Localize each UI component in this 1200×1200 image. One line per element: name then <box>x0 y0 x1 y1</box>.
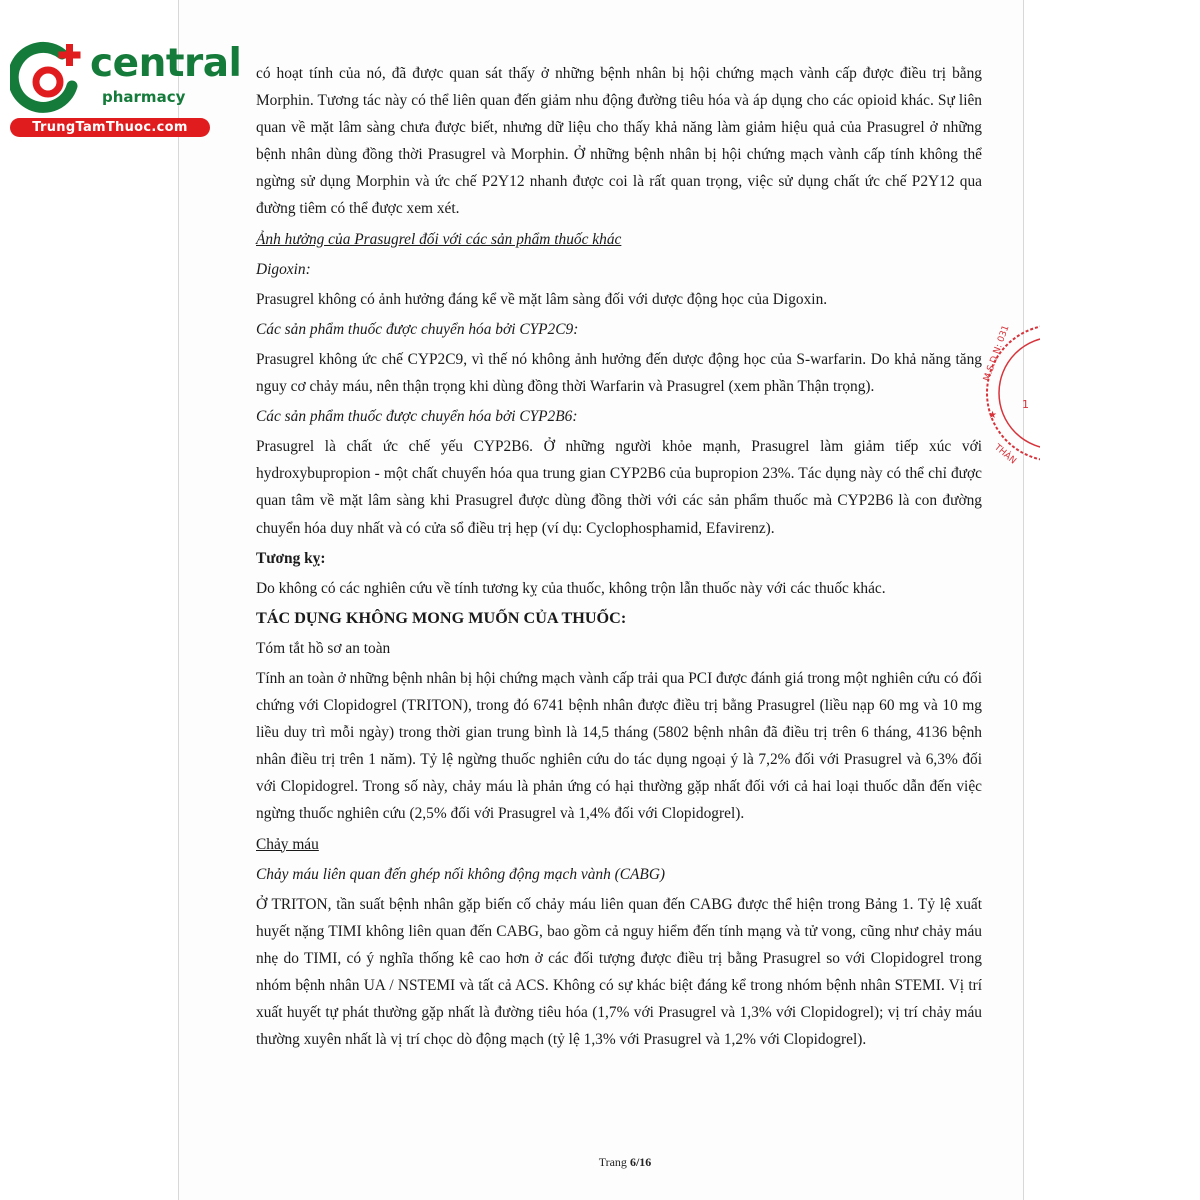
section-title-compatibility: Tương kỵ: <box>256 549 326 567</box>
paragraph-safety-summary: Tính an toàn ở những bệnh nhân bị hội chứng mạch vành cấp trải qua PCI được đánh giá trong một nghiên cứu có đối chứng với Clopidogrel (TRITON), trong đó 6741 bệnh nhân được điều trị bằng Prasugrel (liều nạp 60 mg và 10 mg liều duy trì mỗi ngày) trong thời gian trung bình là 14,5 tháng (5802 bệnh nhân đã điều trị trên 6 tháng, 4136 bệnh nhân điều trị trên 1 năm). Tỷ lệ ngừng thuốc nghiên cứu do tác dụng ngoại ý là 7,2% đối với Prasugrel và 6,3% đối với Clopidogrel. Trong số này, chảy máu là phản ứng có hại thường gặp nhất đối với cả hai loại thuốc dẫn đến việc ngừng thuốc nghiên cứu (2,5% đối với Prasugrel và 1,4% đối với Clopidogrel). <box>256 669 982 823</box>
svg-text:★: ★ <box>988 410 997 421</box>
section-heading-adverse-effects: TÁC DỤNG KHÔNG MONG MUỐN CỦA THUỐC: <box>256 608 627 627</box>
paragraph-cyp2c9: Prasugrel không ức chế CYP2C9, vì thế nó không ảnh hưởng đến dược động học của S-warfarin. Do khả năng tăng nguy cơ chảy máu, nên thận trọng khi dùng đồng thời Warfarin và Prasugrel (xem phần Thận trọng). <box>256 350 982 396</box>
brand-subtitle: pharmacy <box>102 88 186 106</box>
page-label: Trang <box>598 1155 627 1169</box>
subsection-title-cyp2b6: Các sản phẩm thuốc được chuyển hóa bởi CYP2B6: <box>256 408 578 426</box>
subsection-title-bleeding: Chảy máu <box>256 835 319 853</box>
paragraph-cabg-bleeding: Ở TRITON, tần suất bệnh nhân gặp biến cố chảy máu liên quan đến CABG được thể hiện trong Bảng 1. Tỷ lệ xuất huyết nặng TIMI không liên quan đến CABG, bao gồm cả nguy hiểm đến tính mạng và tử vong, cũng như chảy máu nhẹ do TIMI, có ý nghĩa thống kê cao hơn ở các đối tượng được điều trị bằng Prasugrel so với Clopidogrel trong nhóm bệnh nhân UA / NSTEMI và tất cả ACS. Không có sự khác biệt đáng kể trong nhóm bệnh nhân STEMI. Vị trí xuất huyết tự phát thường gặp nhất là đường tiêu hóa (1,7% với Prasugrel và 1,3% với Clopidogrel); vị trí chảy máu thường xuyên nhất là vị trí chọc dò động mạch (tỷ lệ 1,3% với Prasugrel và 1,2% với Clopidogrel). <box>256 895 982 1049</box>
document-content <box>256 60 982 1056</box>
page-index: 6/16 <box>629 1155 652 1169</box>
page-number <box>560 1155 690 1170</box>
svg-text:THÀN: THÀN <box>992 442 1018 467</box>
paragraph-compatibility: Do không có các nghiên cứu về tính tương kỵ của thuốc, không trộn lẫn thuốc này với các thuốc khác. <box>256 579 886 597</box>
svg-text:M.S.D.N: 031: M.S.D.N: 031 <box>982 324 1012 383</box>
brand-name: central <box>90 41 242 86</box>
paragraph-morphine-interaction: có hoạt tính của nó, đã được quan sát thấy ở những bệnh nhân bị hội chứng mạch vành cấp được điều trị bằng Morphin. Tương tác này có thể liên quan đến giảm nhu động đường tiêu hóa và áp dụng cho các opioid khác. Sự liên quan về mặt lâm sàng chưa được biết, nhưng dữ liệu cho thấy khả năng làm giảm hiệu quả của Prasugrel ở những bệnh nhân dùng đồng thời Prasugrel và Morphin. Ở những bệnh nhân bị hội chứng mạch vành cấp tính không thể ngừng sử dụng Morphin và ức chế P2Y12 nhanh được coi là rất quan trọng, việc sử dụng chất ức chế P2Y12 qua đường tiêm có thể được xem xét. <box>256 65 982 218</box>
section-title-effects-on-other-drugs: Ảnh hưởng của Prasugrel đối với các sản phẩm thuốc khác <box>256 230 622 248</box>
pharmacy-cross-icon <box>10 38 88 116</box>
subsection-title-digoxin: Digoxin: <box>256 260 311 278</box>
brand-logo[interactable] <box>10 38 242 138</box>
red-seal-stamp <box>980 318 1040 468</box>
paragraph-digoxin: Prasugrel không có ảnh hưởng đáng kể về mặt lâm sàng đối với dược động học của Digoxin. <box>256 290 828 308</box>
subsection-title-cabg-bleeding: Chảy máu liên quan đến ghép nối không động mạch vành (CABG) <box>256 865 666 883</box>
subsection-title-safety-summary: Tóm tắt hồ sơ an toàn <box>256 639 391 657</box>
paragraph-cyp2b6: Prasugrel là chất ức chế yếu CYP2B6. Ở những người khỏe mạnh, Prasugrel làm giảm tiếp xúc với hydroxybupropion - một chất chuyển hóa qua trung gian CYP2B6 của bupropion 23%. Tác dụng này có thể chỉ được quan tâm về mặt lâm sàng khi Prasugrel được dùng đồng thời với các sản phẩm thuốc mà CYP2B6 là con đường chuyển hóa duy nhất và có cửa sổ điều trị hẹp (ví dụ: Cyclophosphamid, Efavirenz). <box>256 438 982 537</box>
brand-website-badge[interactable]: TrungTamThuoc.com <box>10 118 210 137</box>
svg-text:1: 1 <box>1022 398 1029 411</box>
subsection-title-cyp2c9: Các sản phẩm thuốc được chuyển hóa bởi CYP2C9: <box>256 320 579 338</box>
